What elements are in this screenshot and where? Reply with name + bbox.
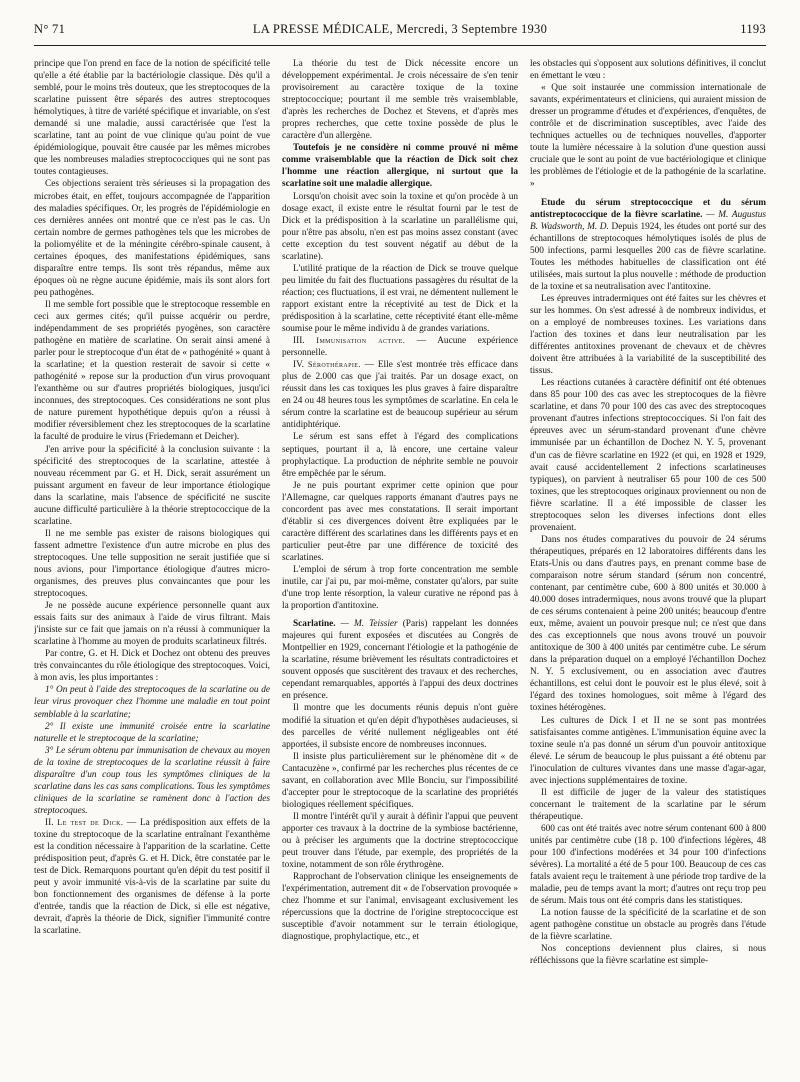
page-header <box>34 22 766 42</box>
paragraph: Le sérum est sans effet à l'égard des complications septiques, pourtant il a, là encore, une certaine valeur prophylactique. La production de néphrite semble ne pouvoir être empêchée par le sérum. <box>282 432 518 479</box>
paragraph: 600 cas ont été traités avec notre sérum contenant 600 à 800 unités par centimètre cube (18 p. 100 d'infections légères, 48 pour 100 d'infections modérées et 34 pour 100 d'infections sévères). La mortalité a été de 5 pour 100. Beaucoup de ces cas fatals avaient reçu le traitement à une période trop tardive de la maladie, peu de temps avant la mort; d'autres ont reçu trop peu de sérum. Mais tous ont été compris dans les statistiques. <box>530 823 766 907</box>
paragraph: Lorsqu'on choisit avec soin la toxine et qu'on procède à un dosage exact, il existe entre le résultat fourni par le test de Dick et la prédisposition à la scarlatine un parallélisme qui, pour n'être pas absolu, n'en est pas moins assez constant (avec cette exception du test souvent négatif au début de la scarlatine). <box>282 191 518 262</box>
paragraph: La théorie du test de Dick nécessite encore un développement expérimental. Je crois nécessaire de s'en tenir provisoirement au caractère toxique de la toxine streptococcique; pourtant il me semble très vraisemblable, d'après les recherches de Dochez et Stevens, et d'après mes propres recherches, que cette toxine possède de plus le caractère d'un allergène. <box>282 59 518 142</box>
paragraph: Dans nos études comparatives du pouvoir de 24 sérums thérapeutiques, préparés en 12 laboratoires différents dans les Etats-Unis ou dans d'autres pays, en prenant comme base de comparaison notre sérum standard (sérum non concentré, contenant, par centimètre cube, 600 à 800 unités et 30.000 à 40.000 doses intradermiques, nous avons trouvé que la plupart de ces sérums contenaient à peine 200 unités; beaucoup d'entre eux, même, avaient un pouvoir presque nul; ce n'est que dans des cas exceptionnels que nous avons trouvé un pouvoir antitoxique de 300 à 400 unités par centimètre cube. Le sérum dans la préparation duquel on a employé l'échantillon Dochez N. Y. 5 exclusivement, ou en association avec d'autres échantillons, est celui dont le pouvoir est le plus élevé, soit à l'égard des toxines homologues, soit même à l'égard des toxines hétérogènes. <box>530 534 766 714</box>
abstract-text: (Paris) rappelant les données majeures qui furent exposées et discutées au Congrès de Montpellier en 1929, concernant l'étiologie et la pathogénie de la scarlatine, résume brièvement les résultats contradictoires et souvent opposés que suscitèrent des travaux et des recherches, cependant remarquables, apportés à l'appui des deux doctrines en présence. <box>282 619 518 702</box>
paragraph: La notion fausse de la spécificité de la scarlatine et de son agent pathogène constitue un obstacle au progrès dans l'étude de la fièvre scarlatine. <box>530 908 766 943</box>
section-number: II. <box>45 817 54 828</box>
list-item: 2° Il existe une immunité croisée entre la scarlatine naturelle et le streptocoque de la scarlatine; <box>34 721 270 744</box>
section-text: — La prédisposition aux effets de la toxine du streptocoque de la scarlatine entraînant l'exanthème est la condition nécessaire à l'apparition de la scarlatine. Cette prédisposition peut, d'après G. et H. Dick, être constatée par le test de Dick. Remarquons pourtant qu'en dépit du test positif il peut y avoir immunité vis-à-vis de la scarlatine par suite du bon fonctionnement des organismes de défense à la porte d'entrée, tandis que la réaction de Dick, si elle est négative, devrait, d'après la théorie de Dick, signifier l'immunité contre la scarlatine. <box>34 817 270 937</box>
list-item: 1° On peut à l'aide des streptocoques de la scarlatine ou de leur virus provoquer chez l'homme une maladie en tout point semblable à la scarlatine; <box>34 685 270 720</box>
paragraph: Il insiste plus particulièrement sur le phénomène dit « de Cantacuzène », confirmé par les recherches plus récentes de ce savant, en collaboration avec Mlle Bonciu, sur l'impossibilité d'accepter pour le streptocoque de la scarlatine des propriétés biologiques réellement spécifiques. <box>282 751 518 810</box>
abstract-author: — M. Augustus B. Wadsworth, M. D. <box>530 209 766 232</box>
paragraph: Nos conceptions deviennent plus claires, si nous réfléchissons que la fièvre scarlatine est simple- <box>530 944 766 967</box>
paragraph: J'en arrive pour la spécificité à la conclusion suivante : la spécificité des streptocoques de la scarlatine, attestée à nouveau récemment par G. et H. Dick, serait assurément un puissant argument en faveur de leur importance étiologique dans la scarlatine, mais l'absence de spécificité ne suscite aucune difficulté particulière à la théorie streptococcique de la scarlatine. <box>34 444 270 527</box>
section-number: III. <box>293 336 305 347</box>
paragraph: les obstacles qui s'opposent aux solutions définitives, il conclut en émettant le vœu : <box>530 59 766 82</box>
abstract-author: — M. Teissier <box>340 619 398 630</box>
paragraph: Je ne possède aucune expérience personnelle quant aux essais faits sur des animaux à l'aide de virus filtrant. Mais j'insiste sur ce fait que jamais on n'a réussi à communiquer la scarlatine à l'homme au moyen de produits scarlatineux filtrés. <box>34 601 270 648</box>
paragraph: Par contre, G. et H. Dick et Dochez ont obtenu des preuves très convaincantes du rôle étiologique des streptocoques. Voici, à mon avis, les plus importantes : <box>34 649 270 684</box>
abstract-title: Etude du sérum streptococcique et du sérum antistreptococcique de la fièvre scarlatine. <box>530 197 766 220</box>
paragraph: Les réactions cutanées à caractère définitif ont été obtenues dans 85 pour 100 des cas avec les streptocoques de la fièvre scarlatine, et dans 70 pour 100 des cas avec des streptocoques provenant d'autres infections streptococciques. Si l'on fait des épreuves avec un sérum-standard provenant d'une chèvre immunisée par un échantillon de Dochez N. Y. 5, provenant d'un cas de fièvre scarlatine en 1922 (et qui, en 1928 et 1929, avait causé accidentellement 2 infections scarlatineuses typiques), on parvient à neutraliser 65 pour 100 de ces 500 toxines, que les streptocoques originaux proviennent ou non de fièvre scarlatine. Il a été impossible de classer les streptocoques selon les diverses infections dont elles provenaient. <box>530 378 766 533</box>
section-heading: Immunisation active. <box>316 336 406 346</box>
abstract-lead <box>530 197 766 293</box>
section-number: IV. <box>293 360 304 371</box>
abstract-text: Depuis 1924, les études ont porté sur des échantillons de streptocoques hémolytiques isolés de plus de 500 infections, parmi lesquelles 200 cas de fièvre scarlatine. Toutes les méthodes habituelles de classification ont été utilisées, mais surtout la plus nouvelle : méthode de production de la toxine et sa neutralisation avec l'antitoxine. <box>530 221 766 292</box>
issue-number: N° 71 <box>34 22 66 36</box>
section-paragraph <box>34 817 270 937</box>
page-number: 1193 <box>740 22 766 36</box>
paragraph: Toutefois je ne considère ni comme prouvé ni même comme vraisemblable que la réaction de Dick soit chez l'homme une réaction allergique, ni surtout que la scarlatine soit une maladie allergique. <box>282 143 518 190</box>
abstract-title: Scarlatine. <box>293 619 336 630</box>
paragraph: Je ne puis pourtant exprimer cette opinion que pour l'Allemagne, car quelques rapports émanant d'autres pays ne concordent pas avec mes constatations. Il serait important d'établir si ces divergences doivent être expliquées par le caractère différent des scarlatines dans les différents pays et en particulier peut-être par une différence de toxicité des scarlatines. <box>282 480 518 563</box>
paragraph: Il montre l'intérêt qu'il y aurait à définir l'appui que peuvent apporter ces travaux à la doctrine de la symbiose bactérienne, ou à préciser les arguments que la doctrine streptococcique peut trouver dans l'étude, par exemple, des propriétés de la toxine, notamment de son rôle érythrogène. <box>282 811 518 871</box>
section-paragraph <box>282 359 518 431</box>
paragraph: L'emploi de sérum à trop forte concentration me semble inutile, car j'ai pu, par moi-même, constater qu'alors, par suite d'une trop lente résorption, la valeur curative ne répond pas à la proportion d'antitoxine. <box>282 564 518 612</box>
abstract-lead <box>282 618 518 702</box>
section-text: — Aucune expérience personnelle. <box>282 336 518 359</box>
paragraph: principe que l'on prend en face de la notion de spécificité telle qu'elle a été établie par la bactériologie classique. Dès qu'il a semblé, pour le moins très douteux, que les streptocoques de la scarlatine puissent être séparés des autres streptocoques hémolytiques, à titre de variété spécifique et invariable, on s'est demandé si une maladie, aussi caractérisée que l'est la scarlatine, tant au point de vue clinique qu'au point de vue épidémiologique, pouvait être causée par les mêmes microbes que les nombreuses maladies streptococciques qui ne sont pas toutes contagieuses. <box>34 59 270 178</box>
paragraph: L'utilité pratique de la réaction de Dick se trouve quelque peu limitée du fait des fluctuations passagères du résultat de la réaction; ces fluctuations, il est vrai, ne démentent nullement le rapport existant entre la réceptivité au test de Dick et la prédisposition à la scarlatine, cette réceptivité étant elle-même soumise pour le même individu à de grandes variations. <box>282 263 518 335</box>
paragraph: Il ne me semble pas exister de raisons biologiques qui fassent admettre l'existence d'un autre microbe en plus des streptocoques. Une telle supposition ne serait justifiée que si nous avions, pour l'importance étiologique d'autres micro-organismes, des preuves plus convaincantes que pour les streptocoques. <box>34 528 270 600</box>
section-heading: Sérothérapie. <box>307 360 361 370</box>
list-item: 3° Le sérum obtenu par immunisation de chevaux au moyen de la toxine de streptocoques de la scarlatine réussit à faire disparaître d'un coup tous les symptômes cliniques de la scarlatine dans les cas sans complications. Tous les symptômes cliniques de la scarlatine se ramènent donc à l'action des streptocoques. <box>34 745 270 816</box>
paragraph: Rapprochant de l'observation clinique les enseignements de l'expérimentation, autrement dit « de l'observation provoquée » chez l'homme et sur l'animal, envisageant exclusivement les répercussions que la doctrine de l'origine streptococcique est susceptible d'avoir notamment sur le terrain étiologique, diagnostique, prophylactique, etc., et <box>282 872 518 943</box>
column-2 <box>282 58 518 1068</box>
section-text: — Elle s'est montrée très efficace dans plus de 2.000 cas que j'ai traités. Par un dosage exact, on réussit dans les cas toxiques les plus graves à faire disparaître en 24 ou 48 heures tous les symptômes de scarlatine. En cela le sérum contre la scarlatine est de beaucoup supérieur au sérum antidiphtérique. <box>282 360 518 431</box>
section-paragraph <box>282 335 518 359</box>
paragraph: Ces objections seraient très sérieuses si la propagation des microbes était, en effet, toujours accompagnée de l'apparition des maladies spécifiques. Or, les progrès de l'épidémiologie en ces dernières années ont montré que ce n'est pas le cas. Un certain nombre de germes pathogènes tels que les microbes de la poliomyélite et de la méningite cérébro-spinale causent, à certaines époques, des manifestations épidémiques, sans disparaître entre temps. Ils sont très répandus, même aux époques où ne règne aucune épidémie, mais ils sont alors fort peu pathogènes. <box>34 179 270 298</box>
paragraph: Il montre que les documents réunis depuis n'ont guère modifié la situation et qu'en dépit d'hypothèses audacieuses, si des parcelles de vérité nullement négligeables ont été apportées, il subsiste encore de nombreuses inconnues. <box>282 703 518 750</box>
header-rule <box>34 45 766 46</box>
column-3 <box>530 58 766 1068</box>
paragraph: Il est difficile de juger de la valeur des statistiques concernant le traitement de la scarlatine par le sérum thérapeutique. <box>530 787 766 822</box>
journal-title: LA PRESSE MÉDICALE, Mercredi, 3 Septembre 1930 <box>252 22 548 36</box>
column-1 <box>34 58 270 1068</box>
quoted-wish: « Que soit instaurée une commission internationale de savants, expérimentateurs et cliniciens, qui auraient mission de dresser un programme d'études et d'expériences, d'enquêtes, de contrôle et de discrimination susceptibles, avec l'aide des techniques actuelles ou de techniques nouvelles, d'apporter toute la lumière nécessaire à la solution d'une question aussi cruciale que le sont au point de vue bactériologique et clinique les problèmes de l'étiologie et de la pathogénie de la scarlatine. » <box>530 83 766 190</box>
paragraph: Les cultures de Dick I et II ne se sont pas montrées satisfaisantes comme antigènes. L'immunisation équine avec la toxine seule n'a pas donné un sérum d'un pouvoir antitoxique élevé. Le sérum de beaucoup le plus puissant a été obtenu par l'inoculation de cultures vivantes dans une masse d'agar-agar, avec injections supplémentaires de toxine. <box>530 715 766 786</box>
section-heading: Le test de Dick. <box>57 817 124 827</box>
paragraph: Il me semble fort possible que le streptocoque ressemble en ceci aux germes cités; qu'il puisse acquérir ou perdre, indépendamment de ses propriétés pyogènes, son caractère pathogène en matière de scarlatine. On serait ainsi amené à parler pour le streptocoque d'un état de « pathogénité » quant à la scarlatine; et la question resterait de savoir si cette « pathogénité » repose sur la production d'un virus provoquant l'exanthème ou sur d'autres propriétés biologiques, jusqu'ici inconnues, des streptocoques. Ces considérations ne sont plus de nature purement hypothétique depuis qu'on a réussi à modifier réversiblement chez les streptocoques de la scarlatine la faculté de produire le virus (Friedemann et Deicher). <box>34 299 270 443</box>
paragraph: Les épreuves intradermiques ont été faites sur les chèvres et sur les hommes. On s'est adressé à de nombreux individus, et on a employé de nombreuses toxines. Les variations dans l'action des toxines et dans leur neutralisation par les différentes antitoxines provenant de chevaux et de chèvres doivent être attribuées à la variabilité de la susceptibilité des tissus. <box>530 293 766 377</box>
